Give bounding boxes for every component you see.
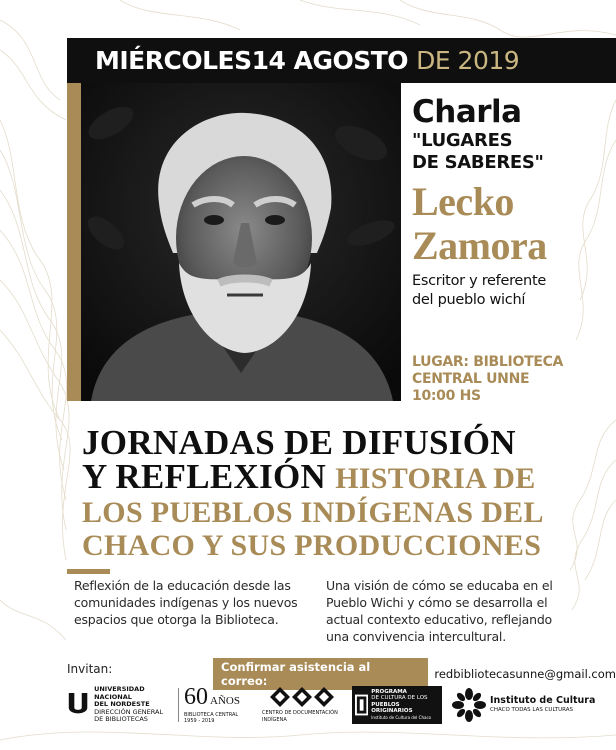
date-year: DE 2019	[416, 46, 520, 75]
event-headline	[82, 423, 612, 562]
logo-60-anos	[184, 680, 252, 730]
headline-line1: JORNADAS DE DIFUSIÓN	[82, 423, 516, 462]
headline-line3: LOS PUEBLOS INDÍGENAS DEL	[82, 496, 544, 529]
speaker-first-name: Lecko	[412, 179, 514, 224]
gold-divider	[67, 569, 110, 574]
invitan-label: Invitan:	[67, 662, 113, 676]
venue-info	[412, 354, 612, 405]
talk-title-line1: "LUGARES	[412, 130, 513, 151]
anniv-sub: BIBLIOTECA CENTRAL	[184, 712, 239, 718]
programa-line3: PUEBLOS ORIGINARIOS	[371, 701, 413, 715]
unne-line3: DIRECCIÓN GENERAL	[94, 707, 164, 716]
programa-icon	[355, 694, 368, 716]
speaker-portrait	[81, 83, 401, 401]
headline-line4: CHACO Y SUS PRODUCCIONES	[82, 529, 542, 562]
logo-cdi	[262, 680, 342, 730]
anniv-number: 60	[184, 684, 208, 710]
portrait-illustration	[81, 83, 401, 401]
logo-instituto-cultura	[452, 680, 612, 730]
programa-line2: DE CULTURA DE LOS	[371, 695, 428, 702]
talk-kind: Charla	[412, 94, 522, 130]
unne-line2: DEL NORDESTE	[94, 700, 150, 709]
speaker-role-line1: Escritor y referente	[412, 273, 546, 289]
logo-unne	[66, 680, 178, 730]
gold-accent-strip	[67, 83, 81, 401]
date-day-month: 14 AGOSTO	[251, 46, 409, 75]
cdi-text: CENTRO DE DOCUMENTACIÓN INDÍGENA	[262, 709, 338, 723]
speaker-last-name: Zamora	[412, 223, 547, 268]
programa-line4: Instituto de Cultura del Chaco	[371, 714, 432, 720]
unne-u-icon	[66, 690, 90, 720]
instituto-line1: Instituto de Cultura	[490, 695, 596, 707]
venue-place-line2: CENTRAL UNNE	[412, 371, 530, 387]
description-left: Reflexión de la educación desde las comunidades indígenas y los nuevos espacios que otorga la Biblioteca.	[74, 578, 298, 627]
headline-line2: Y REFLEXIÓN	[82, 457, 327, 496]
talk-info	[412, 94, 612, 310]
date-weekday: MIÉRCOLES	[95, 46, 252, 75]
cdi-pattern-icon	[269, 686, 335, 708]
talk-title-line2: DE SABERES"	[412, 152, 544, 173]
date-banner	[67, 38, 616, 83]
anniv-word: AÑOS	[210, 695, 240, 707]
venue-label: LUGAR:	[412, 354, 469, 370]
logo-separator	[178, 688, 179, 722]
unne-line1: UNIVERSIDAD NACIONAL	[94, 685, 145, 701]
anniv-years: 1959 - 2019	[184, 718, 215, 724]
programa-line1: PROGRAMA	[371, 688, 407, 695]
speaker-role-line2: del pueblo wichí	[412, 292, 526, 308]
unne-line4: DE BIBLIOTECAS	[94, 715, 148, 724]
sponsor-logos	[60, 680, 616, 730]
instituto-line2: CHACO TODAS LAS CULTURAS	[490, 707, 573, 714]
headline-line2-sub: HISTORIA DE	[335, 462, 536, 495]
venue-place-line1: BIBLIOTECA	[473, 354, 564, 370]
logo-programa	[352, 680, 442, 730]
rsvp-email[interactable]: redbibliotecasunne@gmail.com	[434, 667, 616, 681]
confirm-label: Confirmar asistencia al correo:	[213, 658, 428, 690]
venue-time: 10:00 HS	[412, 388, 481, 404]
description-right: Una visión de cómo se educaba en el Pueblo Wichi y cómo se desarrolla el actual contexto educativo, reflejando una convivencia intercultural.	[326, 578, 553, 644]
instituto-flower-icon	[452, 688, 486, 722]
